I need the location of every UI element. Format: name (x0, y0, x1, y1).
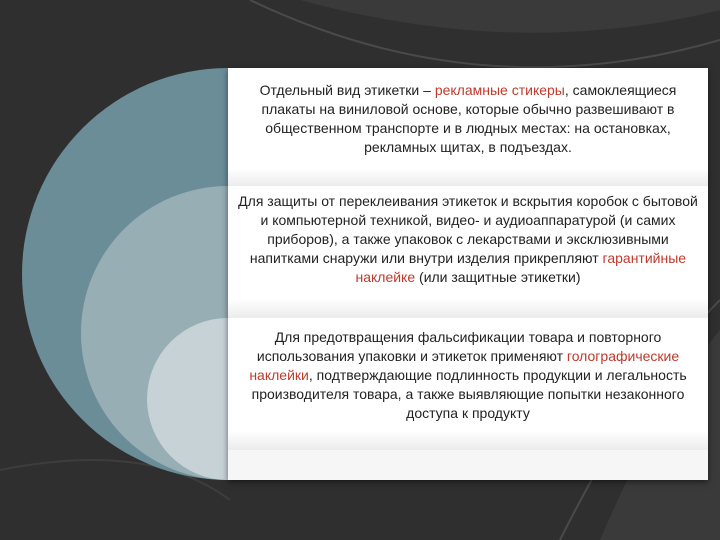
text-part: , подтверждающие подлинность продукции и легальность производителя товара, а также выявляющие попытки незаконного доступа к продукту (251, 367, 687, 421)
block-stickers-text (228, 81, 708, 157)
highlight-term: рекламные стикеры (434, 82, 565, 98)
text-part: (или защитные этикетки) (415, 269, 581, 285)
text-part: , самоклеящиеся плакаты на виниловой основе, которые обычно развешивают в общественном транспорте и в людных местах: на остановках, рекламных щитах, в подъездах. (261, 82, 677, 155)
block-empty (228, 450, 708, 480)
text-part: Для предотвращения фальсификации товара и повторного использования упаковки и этикеток применяют (256, 329, 662, 364)
block-stickers (228, 68, 708, 186)
highlight-term: гарантийные наклейке (355, 250, 687, 285)
highlight-term: голографические наклейки (249, 348, 680, 383)
block-holographic (228, 318, 708, 450)
block-holographic-text (228, 328, 708, 423)
text-part: Для защиты от переклеивания этикеток и вскрытия коробок с бытовой и компьютерной техникой, видео- и аудиоаппаратурой (и самих приборов), а также упаковок с лекарствами и эксклюзивными напитками снаружи или внутри изделия прикрепляют (238, 193, 698, 266)
block-warranty (228, 186, 708, 318)
block-warranty-text (228, 192, 708, 287)
content-panel (228, 68, 708, 480)
text-part: Отдельный вид этикетки – (259, 82, 435, 98)
